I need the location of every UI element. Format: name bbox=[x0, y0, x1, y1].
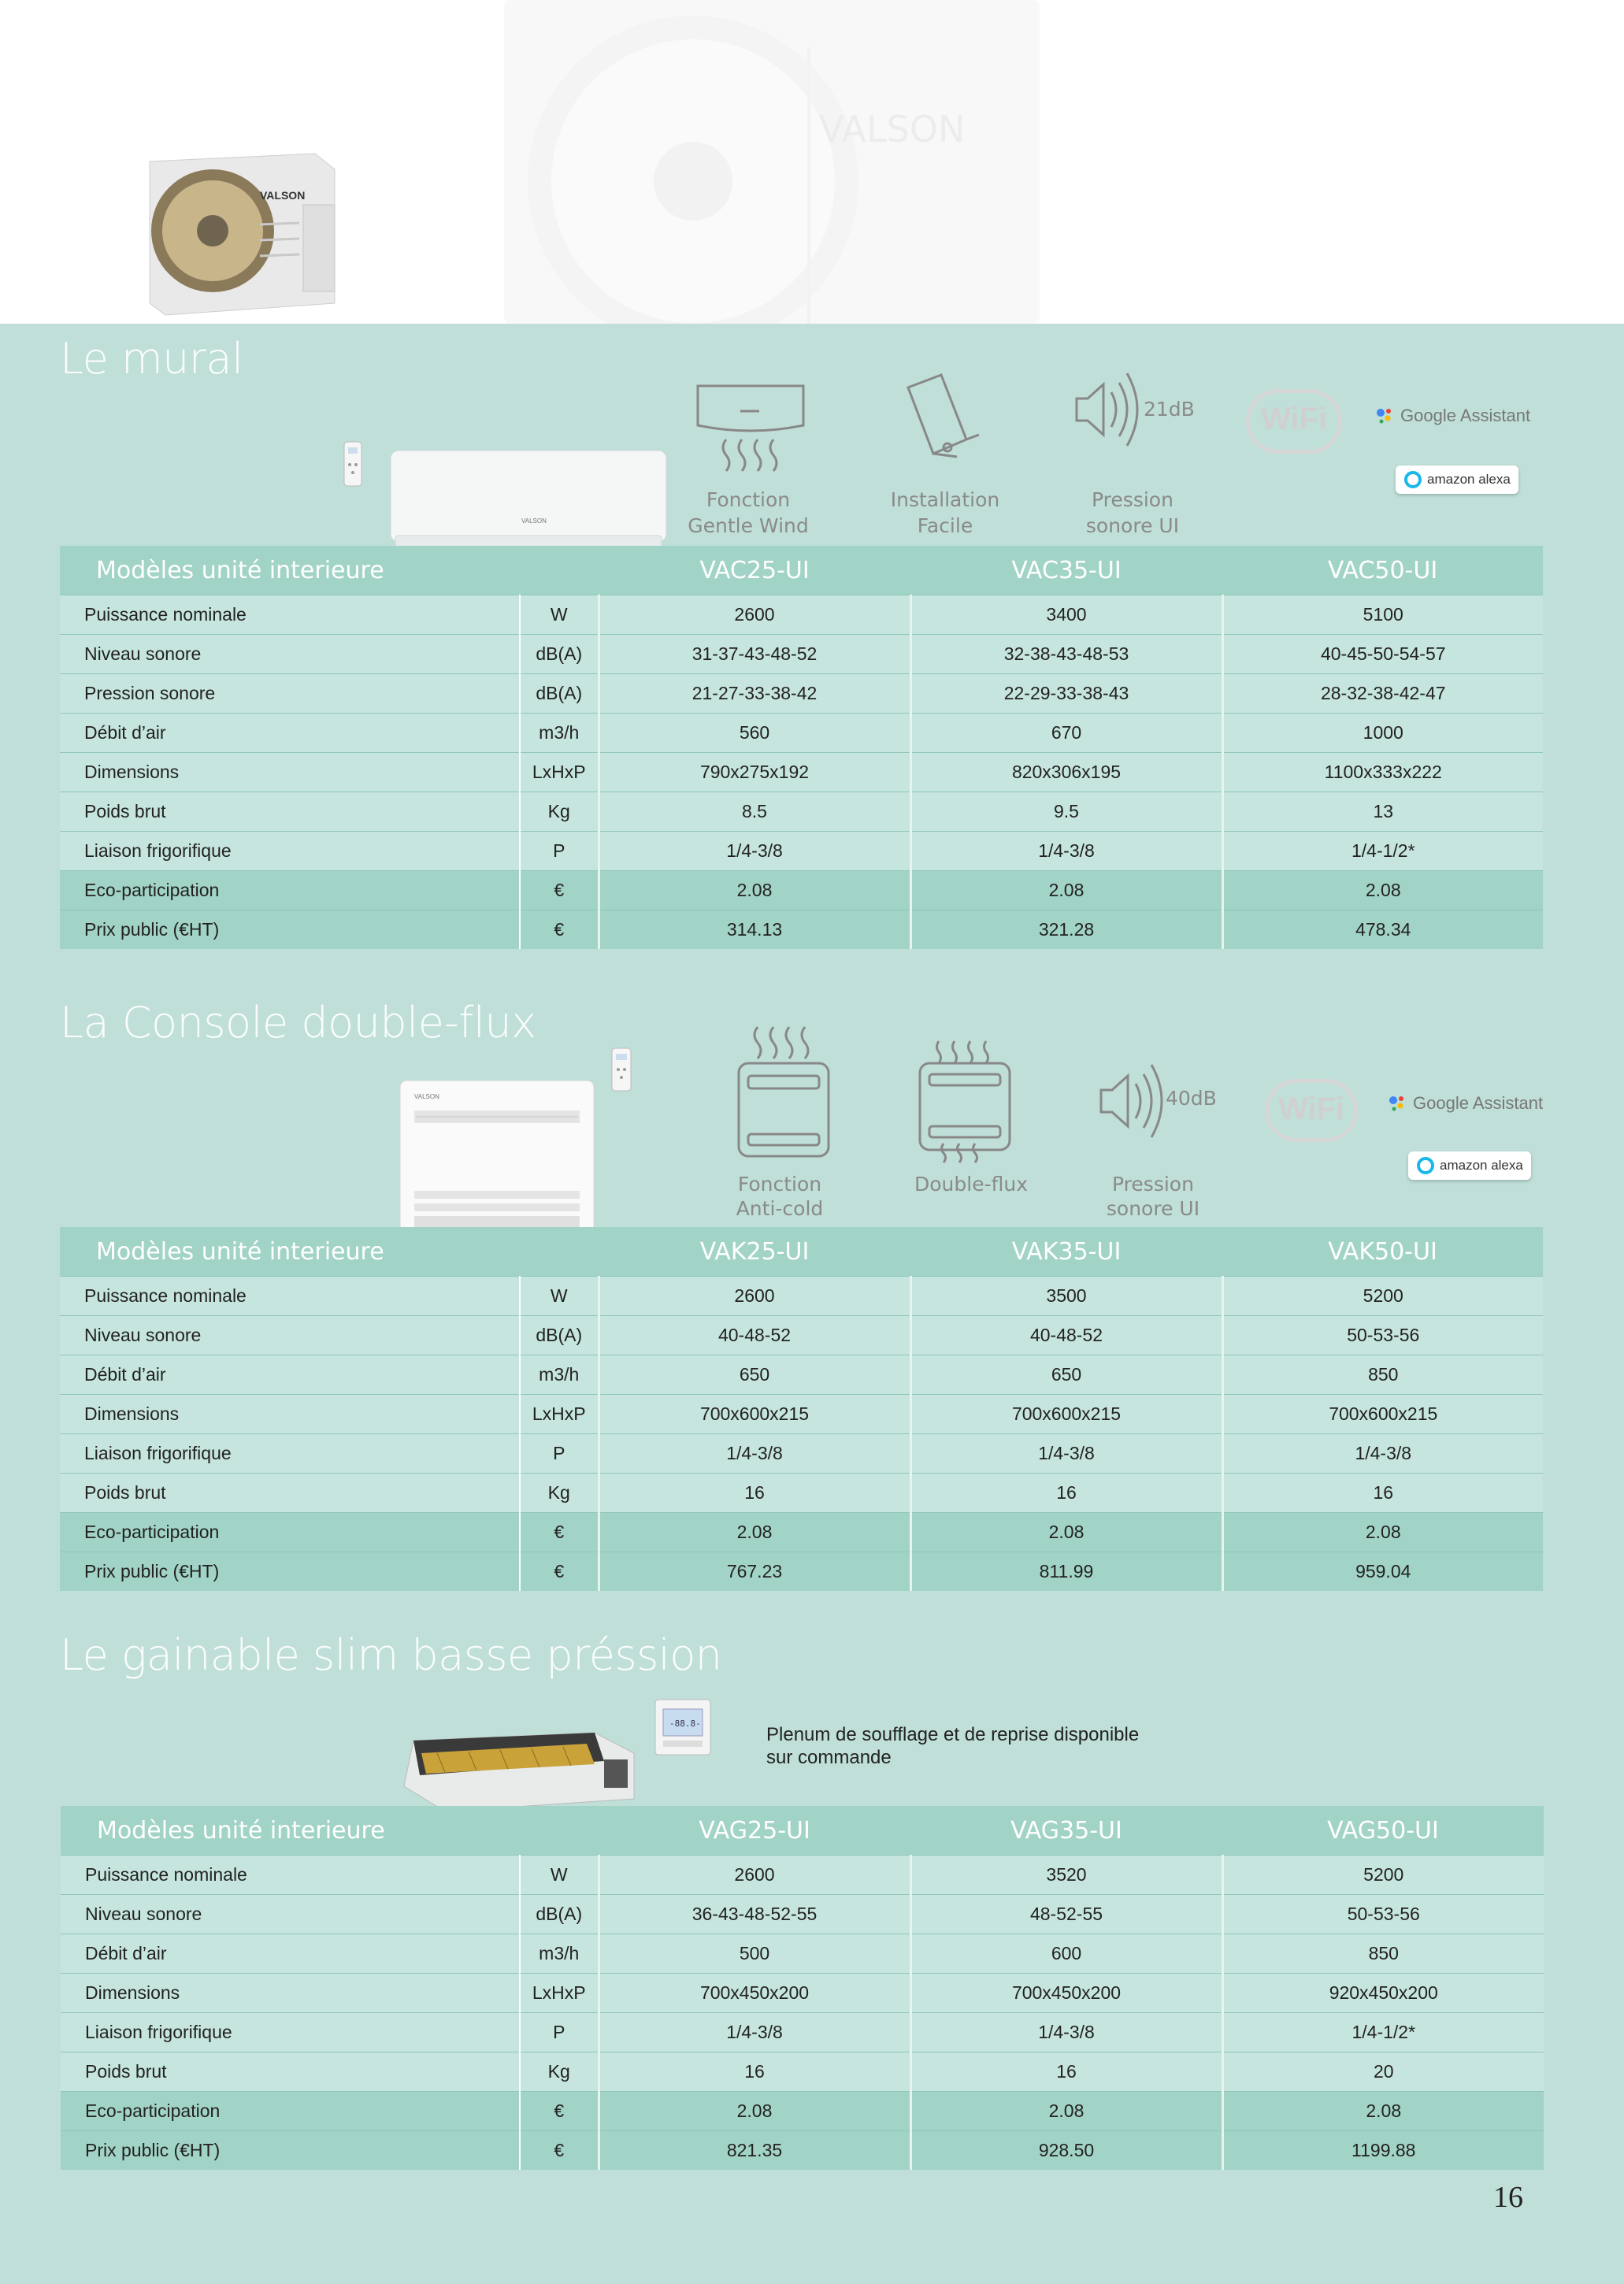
plenum-note-line1: Plenum de soufflage et de reprise disponible bbox=[766, 1724, 1140, 1745]
double-flux-icon bbox=[917, 1038, 1013, 1164]
feature-caption-line2: sonore UI bbox=[1085, 514, 1180, 537]
row-label: Dimensions bbox=[61, 1974, 520, 2013]
row-label: Niveau sonore bbox=[60, 635, 520, 674]
row-value: 2600 bbox=[599, 595, 910, 635]
row-value: 600 bbox=[910, 1934, 1222, 1974]
header-model: VAG35-UI bbox=[910, 1806, 1222, 1856]
outdoor-unit-image bbox=[142, 146, 339, 323]
header-label: Modèles unité interieure bbox=[60, 1227, 520, 1277]
row-unit: Kg bbox=[520, 1474, 599, 1513]
table-row bbox=[60, 1552, 1543, 1592]
alexa-ring-icon bbox=[1403, 470, 1422, 489]
table-row bbox=[61, 2131, 1544, 2171]
row-value: 28-32-38-42-47 bbox=[1222, 674, 1543, 714]
row-unit: W bbox=[520, 595, 599, 635]
row-value: 5100 bbox=[1222, 595, 1543, 635]
row-value: 22-29-33-38-43 bbox=[910, 674, 1222, 714]
row-value: 1/4-3/8 bbox=[910, 1434, 1222, 1474]
row-value: 13 bbox=[1222, 792, 1543, 832]
feature-caption-line1: Fonction bbox=[706, 488, 791, 511]
row-value: 2.08 bbox=[599, 871, 910, 910]
row-value: 36-43-48-52-55 bbox=[599, 1895, 910, 1934]
row-value: 16 bbox=[599, 2052, 910, 2092]
feature-caption-installation bbox=[866, 487, 1024, 539]
header-model: VAC50-UI bbox=[1222, 546, 1543, 595]
row-label: Débit d’air bbox=[60, 714, 520, 753]
row-unit: m3/h bbox=[520, 1355, 599, 1395]
row-value: 2.08 bbox=[1222, 871, 1543, 910]
wall-unit-image bbox=[387, 447, 669, 554]
feature-caption-line2: Facile bbox=[917, 514, 973, 537]
header-label: Modèles unité interieure bbox=[61, 1806, 520, 1856]
row-value: 820x306x195 bbox=[910, 753, 1222, 792]
row-unit: Kg bbox=[520, 792, 599, 832]
feature-caption-line1: Installation bbox=[890, 488, 1000, 511]
row-value: 3500 bbox=[910, 1277, 1222, 1316]
speaker-sound-icon bbox=[1073, 364, 1140, 452]
row-label: Liaison frigorifique bbox=[60, 832, 520, 871]
row-value: 2.08 bbox=[910, 2092, 1222, 2131]
row-label: Pression sonore bbox=[60, 674, 520, 714]
row-unit: m3/h bbox=[520, 714, 599, 753]
table-row bbox=[60, 595, 1543, 635]
remote-control-icon bbox=[611, 1047, 632, 1092]
header-model: VAC25-UI bbox=[599, 546, 910, 595]
row-value: 9.5 bbox=[910, 792, 1222, 832]
row-label: Débit d’air bbox=[61, 1934, 520, 1974]
page-number: 16 bbox=[1493, 2181, 1523, 2214]
plenum-note bbox=[766, 1723, 1176, 1769]
table-row bbox=[61, 1856, 1544, 1895]
row-unit: Kg bbox=[520, 2052, 599, 2092]
row-value: 8.5 bbox=[599, 792, 910, 832]
feature-caption-line1: Double-flux bbox=[914, 1173, 1028, 1196]
remote-control-icon bbox=[343, 441, 362, 487]
row-value: 1/4-3/8 bbox=[910, 2013, 1222, 2052]
sound-pressure-value: 21dB bbox=[1144, 398, 1195, 421]
row-label: Liaison frigorifique bbox=[60, 1434, 520, 1474]
row-value: 5200 bbox=[1222, 1277, 1543, 1316]
row-value: 1/4-3/8 bbox=[599, 2013, 910, 2052]
header-model: VAC35-UI bbox=[910, 546, 1222, 595]
header-model: VAG50-UI bbox=[1222, 1806, 1544, 1856]
row-unit: dB(A) bbox=[520, 1316, 599, 1355]
amazon-alexa-badge bbox=[1396, 465, 1518, 494]
google-assistant-icon bbox=[1375, 406, 1394, 425]
sound-pressure-value: 40dB bbox=[1166, 1087, 1217, 1110]
table-row bbox=[61, 1895, 1544, 1934]
row-value: 700x600x215 bbox=[910, 1395, 1222, 1434]
table-row bbox=[61, 2013, 1544, 2052]
row-value: 850 bbox=[1222, 1355, 1543, 1395]
row-value: 16 bbox=[910, 1474, 1222, 1513]
row-label: Eco-participation bbox=[60, 1513, 520, 1552]
row-value: 21-27-33-38-42 bbox=[599, 674, 910, 714]
google-assistant-badge bbox=[1388, 1093, 1543, 1114]
table-row bbox=[61, 1934, 1544, 1974]
table-row bbox=[60, 910, 1543, 950]
header-model: VAK35-UI bbox=[910, 1227, 1222, 1277]
table-row bbox=[60, 1434, 1543, 1474]
row-value: 700x450x200 bbox=[599, 1974, 910, 2013]
console-unit-brand: VALSON bbox=[414, 1093, 439, 1100]
controller-display-text: -88.8- bbox=[669, 1719, 701, 1729]
table-row bbox=[60, 1474, 1543, 1513]
wifi-logo: WiFi bbox=[1265, 1079, 1358, 1142]
row-label: Eco-participation bbox=[61, 2092, 520, 2131]
row-value: 790x275x192 bbox=[599, 753, 910, 792]
feature-caption-line1: Fonction bbox=[737, 1173, 822, 1196]
table-row bbox=[60, 832, 1543, 871]
table-row bbox=[60, 1513, 1543, 1552]
row-label: Poids brut bbox=[60, 792, 520, 832]
row-value: 321.28 bbox=[910, 910, 1222, 950]
row-value: 920x450x200 bbox=[1222, 1974, 1544, 2013]
table-row bbox=[60, 635, 1543, 674]
row-label: Niveau sonore bbox=[60, 1316, 520, 1355]
row-value: 40-45-50-54-57 bbox=[1222, 635, 1543, 674]
row-value: 20 bbox=[1222, 2052, 1544, 2092]
feature-caption-line1: Pression bbox=[1092, 488, 1174, 511]
row-value: 1000 bbox=[1222, 714, 1543, 753]
row-value: 2.08 bbox=[910, 871, 1222, 910]
table-row bbox=[61, 2092, 1544, 2131]
row-value: 32-38-43-48-53 bbox=[910, 635, 1222, 674]
top-banner bbox=[0, 0, 1624, 324]
google-assistant-label: Google Assistant bbox=[1413, 1093, 1544, 1113]
header-unit bbox=[520, 546, 599, 595]
row-label: Débit d’air bbox=[60, 1355, 520, 1395]
row-label: Poids brut bbox=[61, 2052, 520, 2092]
header-unit bbox=[520, 1227, 599, 1277]
row-value: 1/4-3/8 bbox=[599, 832, 910, 871]
row-unit: € bbox=[520, 1513, 599, 1552]
row-unit: € bbox=[520, 2092, 599, 2131]
row-value: 959.04 bbox=[1222, 1552, 1543, 1592]
specs-table-gainable bbox=[61, 1806, 1544, 2170]
header-model: VAK50-UI bbox=[1222, 1227, 1543, 1277]
row-value: 3400 bbox=[910, 595, 1222, 635]
row-unit: € bbox=[520, 910, 599, 950]
row-value: 1199.88 bbox=[1222, 2131, 1544, 2171]
feature-caption-line2: Anti-cold bbox=[736, 1197, 824, 1220]
row-unit: dB(A) bbox=[520, 635, 599, 674]
row-value: 700x450x200 bbox=[910, 1974, 1222, 2013]
table-row bbox=[60, 1355, 1543, 1395]
wired-controller-image bbox=[654, 1698, 712, 1756]
row-value: 478.34 bbox=[1222, 910, 1543, 950]
table-header-row bbox=[60, 1227, 1543, 1277]
speaker-sound-icon bbox=[1098, 1055, 1164, 1144]
feature-caption-double-flux bbox=[892, 1172, 1050, 1196]
table-row bbox=[60, 871, 1543, 910]
row-value: 1/4-3/8 bbox=[910, 832, 1222, 871]
row-value: 3520 bbox=[910, 1856, 1222, 1895]
row-unit: P bbox=[520, 1434, 599, 1474]
section-title-mural: Le mural bbox=[60, 334, 243, 384]
row-unit: W bbox=[520, 1856, 599, 1895]
feature-caption-gentle-wind bbox=[669, 487, 827, 539]
row-label: Dimensions bbox=[60, 753, 520, 792]
row-unit: LxHxP bbox=[520, 753, 599, 792]
amazon-alexa-label: amazon alexa bbox=[1440, 1158, 1523, 1173]
row-value: 48-52-55 bbox=[910, 1895, 1222, 1934]
amazon-alexa-label: amazon alexa bbox=[1427, 472, 1511, 487]
feature-caption-line1: Pression bbox=[1112, 1173, 1194, 1196]
table-row bbox=[60, 714, 1543, 753]
row-value: 40-48-52 bbox=[910, 1316, 1222, 1355]
feature-caption-line2: Gentle Wind bbox=[688, 514, 809, 537]
table-header-row bbox=[61, 1806, 1544, 1856]
feature-caption-anti-cold bbox=[701, 1172, 858, 1221]
row-value: 560 bbox=[599, 714, 910, 753]
row-value: 16 bbox=[599, 1474, 910, 1513]
row-value: 670 bbox=[910, 714, 1222, 753]
row-value: 1/4-3/8 bbox=[599, 1434, 910, 1474]
row-value: 928.50 bbox=[910, 2131, 1222, 2171]
table-row bbox=[60, 1277, 1543, 1316]
row-value: 31-37-43-48-52 bbox=[599, 635, 910, 674]
header-model: VAK25-UI bbox=[599, 1227, 910, 1277]
row-value: 50-53-56 bbox=[1222, 1895, 1544, 1934]
row-value: 2.08 bbox=[910, 1513, 1222, 1552]
row-label: Liaison frigorifique bbox=[61, 2013, 520, 2052]
row-value: 811.99 bbox=[910, 1552, 1222, 1592]
row-value: 700x600x215 bbox=[1222, 1395, 1543, 1434]
row-label: Puissance nominale bbox=[61, 1856, 520, 1895]
google-assistant-label: Google Assistant bbox=[1400, 406, 1531, 425]
row-value: 1/4-1/2* bbox=[1222, 832, 1543, 871]
specs-table-mural bbox=[60, 546, 1543, 949]
row-unit: P bbox=[520, 832, 599, 871]
row-unit: LxHxP bbox=[520, 1974, 599, 2013]
row-value: 2600 bbox=[599, 1856, 910, 1895]
row-label: Poids brut bbox=[60, 1474, 520, 1513]
row-label: Eco-participation bbox=[60, 871, 520, 910]
row-unit: dB(A) bbox=[520, 1895, 599, 1934]
feature-caption-pression bbox=[1074, 1172, 1232, 1221]
console-unit-image bbox=[399, 1079, 595, 1249]
wifi-logo: WiFi bbox=[1246, 389, 1342, 454]
row-unit: € bbox=[520, 1552, 599, 1592]
row-unit: m3/h bbox=[520, 1934, 599, 1974]
wall-unit-brand: VALSON bbox=[521, 517, 547, 525]
row-value: 700x600x215 bbox=[599, 1395, 910, 1434]
table-row bbox=[60, 1316, 1543, 1355]
row-unit: dB(A) bbox=[520, 674, 599, 714]
header-label: Modèles unité interieure bbox=[60, 546, 520, 595]
outdoor-unit-brand: VALSON bbox=[260, 189, 306, 202]
header-model: VAG25-UI bbox=[599, 1806, 910, 1856]
table-row bbox=[61, 1974, 1544, 2013]
row-value: 650 bbox=[910, 1355, 1222, 1395]
row-value: 50-53-56 bbox=[1222, 1316, 1543, 1355]
gentle-wind-icon bbox=[695, 378, 806, 473]
row-unit: W bbox=[520, 1277, 599, 1316]
row-value: 40-48-52 bbox=[599, 1316, 910, 1355]
section-title-console: La Console double-flux bbox=[60, 998, 536, 1047]
feature-caption-pression bbox=[1054, 487, 1211, 539]
row-value: 1100x333x222 bbox=[1222, 753, 1543, 792]
row-value: 2.08 bbox=[599, 2092, 910, 2131]
header-unit bbox=[520, 1806, 599, 1856]
section-title-gainable: Le gainable slim basse préssion bbox=[60, 1630, 722, 1680]
row-value: 314.13 bbox=[599, 910, 910, 950]
row-value: 16 bbox=[1222, 1474, 1543, 1513]
amazon-alexa-badge bbox=[1408, 1151, 1531, 1180]
row-value: 650 bbox=[599, 1355, 910, 1395]
row-unit: LxHxP bbox=[520, 1395, 599, 1434]
row-label: Puissance nominale bbox=[60, 1277, 520, 1316]
row-value: 2.08 bbox=[1222, 1513, 1543, 1552]
row-label: Dimensions bbox=[60, 1395, 520, 1434]
row-label: Prix public (€HT) bbox=[61, 2131, 520, 2171]
row-value: 2.08 bbox=[1222, 2092, 1544, 2131]
table-header-row bbox=[60, 546, 1543, 595]
row-value: 767.23 bbox=[599, 1552, 910, 1592]
row-unit: € bbox=[520, 2131, 599, 2171]
row-value: 850 bbox=[1222, 1934, 1544, 1974]
feature-caption-line2: sonore UI bbox=[1106, 1197, 1200, 1220]
outdoor-unit-background-image bbox=[500, 0, 1044, 324]
table-row bbox=[60, 792, 1543, 832]
plenum-note-line2: sur commande bbox=[766, 1747, 892, 1768]
row-value: 821.35 bbox=[599, 2131, 910, 2171]
row-value: 2.08 bbox=[599, 1513, 910, 1552]
row-label: Prix public (€HT) bbox=[60, 910, 520, 950]
row-value: 5200 bbox=[1222, 1856, 1544, 1895]
row-value: 500 bbox=[599, 1934, 910, 1974]
row-label: Puissance nominale bbox=[60, 595, 520, 635]
table-row bbox=[60, 674, 1543, 714]
row-value: 1/4-3/8 bbox=[1222, 1434, 1543, 1474]
table-row bbox=[61, 2052, 1544, 2092]
row-value: 1/4-1/2* bbox=[1222, 2013, 1544, 2052]
row-unit: P bbox=[520, 2013, 599, 2052]
table-row bbox=[60, 1395, 1543, 1434]
row-value: 16 bbox=[910, 2052, 1222, 2092]
google-assistant-icon bbox=[1388, 1094, 1407, 1113]
ducted-unit-image bbox=[398, 1730, 642, 1815]
anti-cold-icon bbox=[736, 1024, 832, 1159]
google-assistant-badge bbox=[1375, 406, 1530, 426]
row-label: Niveau sonore bbox=[61, 1895, 520, 1934]
specs-table-console bbox=[60, 1227, 1543, 1591]
row-label: Prix public (€HT) bbox=[60, 1552, 520, 1592]
alexa-ring-icon bbox=[1416, 1156, 1435, 1175]
easy-installation-icon bbox=[902, 372, 981, 460]
row-unit: € bbox=[520, 871, 599, 910]
table-row bbox=[60, 753, 1543, 792]
row-value: 2600 bbox=[599, 1277, 910, 1316]
background-brand-text: VALSON bbox=[819, 108, 966, 150]
